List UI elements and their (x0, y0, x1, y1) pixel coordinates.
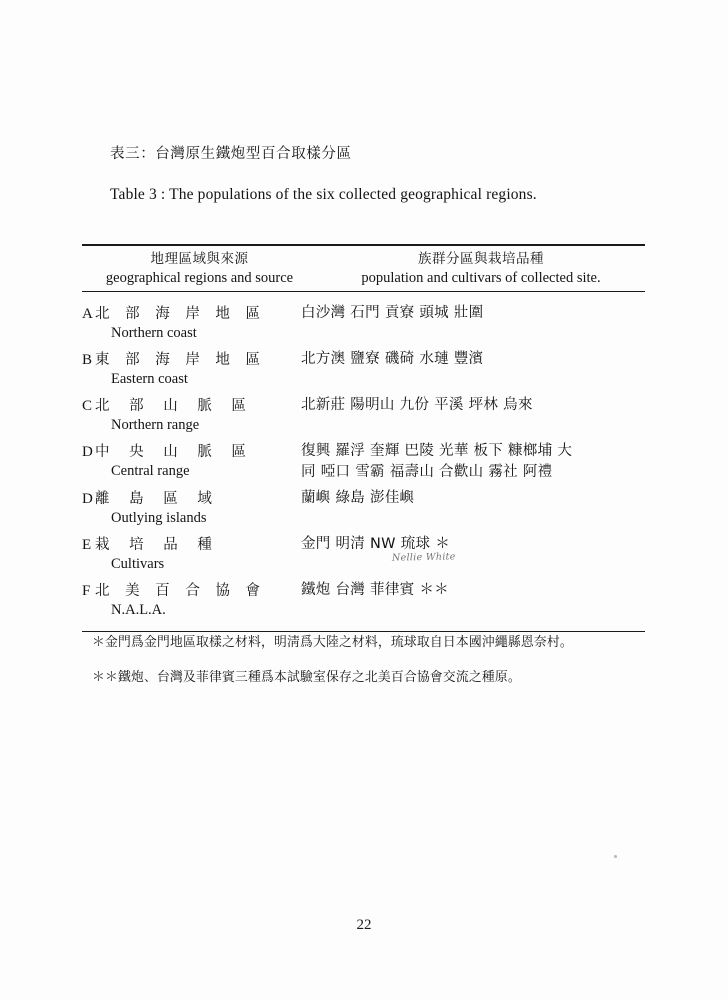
region-name-english: Eastern coast (111, 371, 188, 388)
region-cell (82, 440, 301, 482)
region-letter: B (82, 352, 93, 369)
region-letter: A (82, 306, 93, 323)
region-name-english: Outlying islands (111, 509, 207, 526)
region-name-english: Northern coast (111, 325, 197, 342)
region-cell (82, 302, 301, 344)
region-letter: D (82, 444, 93, 461)
population-line: 同 啞口 雪霸 福壽山 合歡山 霧社 阿禮 (301, 463, 553, 480)
table-row (82, 579, 645, 621)
population-cell (301, 487, 645, 509)
population-line: 復興 羅浮 奎輝 巴陵 光華 板下 糠榔埔 大 (301, 443, 573, 460)
page-number: 22 (356, 917, 372, 933)
region-name-english: Cultivars (111, 555, 165, 572)
table-caption-chinese: 表三：台灣原生鐵炮型百合取樣分區 (110, 146, 352, 162)
table-caption-english: Table 3 : The populations of the six collected geographical regions. (110, 186, 537, 203)
region-cell (82, 533, 301, 575)
column-header-population (317, 250, 645, 288)
region-cell (82, 487, 301, 529)
population-line: 北方澳 鹽寮 磯碕 水璉 豐濱 (301, 351, 484, 368)
column-header-population-chinese: 族群分區與栽培品種 (418, 250, 544, 267)
population-cell (301, 579, 645, 601)
population-cell (301, 533, 645, 564)
table-body (82, 292, 645, 630)
region-letter: E (82, 536, 92, 553)
table-row (82, 348, 645, 390)
column-header-population-english: population and cultivars of collected site. (361, 270, 601, 287)
region-cell (82, 579, 301, 621)
region-name-chinese: 栽 培 品 種 (95, 536, 220, 553)
region-name-english: N.A.L.A. (111, 601, 166, 618)
table-row (82, 302, 645, 344)
region-name-english: Northern range (111, 417, 200, 434)
column-header-geographical (82, 250, 317, 288)
table-row (82, 440, 645, 482)
region-name-chinese: 離 島 區 域 (95, 490, 220, 507)
region-name-chinese: 北 美 百 合 協 會 (95, 582, 266, 599)
table-row (82, 487, 645, 529)
population-cell (301, 394, 645, 416)
region-cell (82, 348, 301, 390)
table-row (82, 533, 645, 575)
region-cell (82, 394, 301, 436)
population-cell (301, 348, 645, 370)
table-header-row (82, 246, 645, 291)
handwritten-annotation: Nellie White (391, 550, 456, 564)
region-name-chinese: 東 部 海 岸 地 區 (95, 352, 266, 369)
population-line: 金門 明清 NW 琉球 ＊ (301, 535, 451, 552)
region-letter: F (82, 582, 91, 599)
population-line: 北新莊 陽明山 九份 平溪 坪林 烏來 (301, 397, 533, 414)
data-table (82, 244, 645, 632)
region-name-chinese: 北 部 山 脈 區 (95, 398, 254, 415)
population-cell (301, 440, 645, 482)
table-row (82, 394, 645, 436)
region-letter: D (82, 490, 93, 507)
region-name-english: Central range (111, 463, 190, 480)
footnotes (92, 631, 652, 701)
column-header-geographical-chinese: 地理區域與來源 (150, 250, 249, 267)
region-name-chinese: 北 部 海 岸 地 區 (95, 306, 266, 323)
region-name-chinese: 中 央 山 脈 區 (95, 444, 254, 461)
population-cell (301, 302, 645, 324)
population-line: 蘭嶼 綠島 澎佳嶼 (301, 489, 415, 506)
footnote-double-star: ＊＊鐵炮、台灣及菲律賓三種爲本試驗室保存之北美百合協會交流之種原。 (92, 670, 521, 685)
population-line: 鐵炮 台灣 菲律賓 ＊＊ (301, 581, 449, 598)
population-line: 白沙灣 石門 貢寮 頭城 壯圍 (301, 305, 484, 322)
region-letter: C (82, 398, 93, 415)
footnote-single-star: ＊金門爲金門地區取樣之材料，明淸爲大陸之材料，琉球取自日本國沖繩縣恩奈村。 (92, 635, 573, 650)
column-header-geographical-english: geographical regions and source (105, 270, 294, 287)
scan-artifact (614, 855, 617, 858)
